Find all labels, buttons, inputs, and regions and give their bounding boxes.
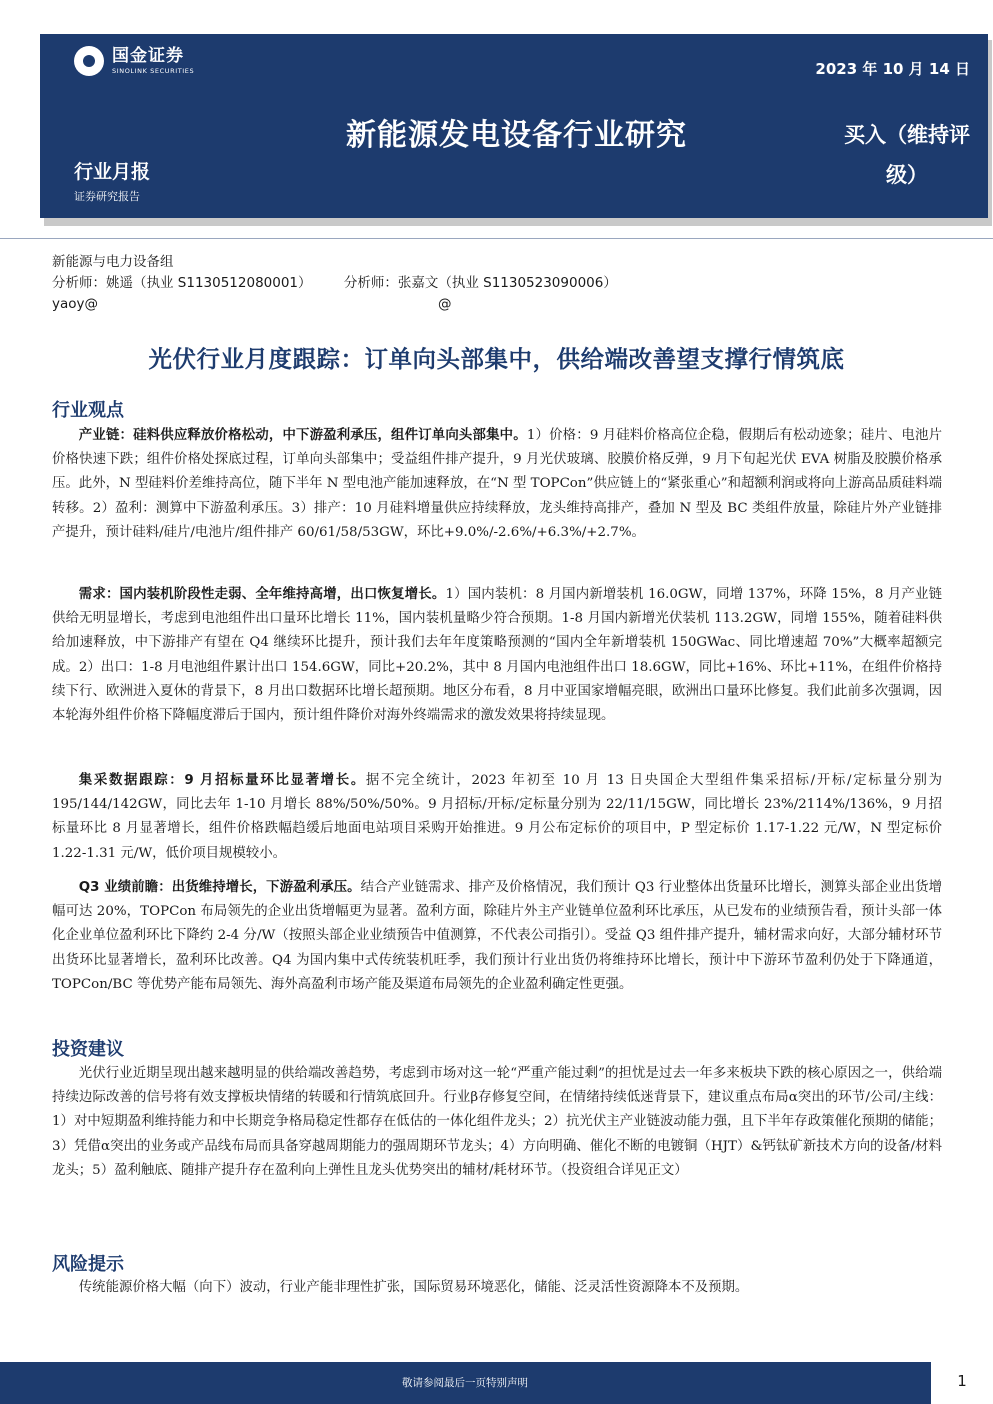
paragraph-demand xyxy=(52,583,942,728)
paragraph-investment: 光伏行业近期呈现出越来越明显的供给端改善趋势，考虑到市场对这一轮“严重产能过剩”的担忧是过去一年多来板块下跌的核心原因之一，供给端持续边际改善的信号将有效支撑板块情绪的转暖和行情筑底回升。行业β存修复空间，在情绪持续低迷背景下，建议重点布局α突出的环节/公司/主线：1）对中短期盈利维持能力和中长期竞争格局稳定性都存在低估的一体化组件龙头；2）抗光伏主产业链波动能力强，且下半年存政策催化预期的储能；3）凭借α突出的业务或产品线布局而具备穿越周期能力的强周期环节龙头；4）方向明确、催化不断的电镀铜（HJT）&钙钛矿新技术方向的设备/材料龙头；5）盈利触底、随排产提升存在盈利向上弹性且龙头优势突出的辅材/耗材环节。（投资组合详见正文） xyxy=(52,1066,942,1178)
report-subtype: 证券研究报告 xyxy=(74,190,140,203)
paragraph-procurement xyxy=(52,769,942,866)
report-date: 2023 年 10 月 14 日 xyxy=(815,60,970,78)
page-footer xyxy=(0,1362,993,1404)
paragraph-q3-preview xyxy=(52,876,942,997)
paragraph-body: 1）国内装机：8 月国内新增装机 16.0GW，同增 137%，环降 15%，8 月产业链供给无明显增长，考虑到电池组件出口量环比增长 11%，国内装机量略少符合预期。1-8 月国内新增光伏装机 113.2GW，同增 155%，随着硅料供给加速释放，中下游排产有望在 Q4 继续环比提升，预计我们去年年度策略预测的“国内全年新增装机 150GWac、同比增速超 70%”大概率超额完成。2）出口：1-8 月电池组件累计出口 154.6GW，同比+20.2%，其中 8 月国内电池组件出口 18.6GW，同比+16%、环比+11%，在组件价格持续下行、欧洲进入夏休的背景下，8 月出口数据环比增长超预期。地区分布看，8 月中亚国家增幅亮眼，欧洲出口量环比修复。我们此前多次强调，因本轮海外组件价格下降幅度滞后于国内，预计组件降价对海外终端需求的激发效果将持续显现。 xyxy=(52,587,942,724)
paragraph-body: 1）价格：9 月硅料价格高位企稳，假期后有松动迹象；硅片、电池片价格快速下跌；组件价格处探底过程，订单向头部集中；受益组件排产提升，9 月光伏玻璃、胶膜价格反弹，9 月下旬起光伏 EVA 树脂及胶膜价格承压。此外，N 型硅料价差维持高位，随下半年 N 型电池产能加速释放，在“N 型 TOPCon”供应链上的“紧张重心”和超额利润或将向上游高品质硅料端转移。2）盈利：测算中下游盈利承压。3）排产：10 月硅料增量供应持续释放，龙头维持高排产，叠加 N 型及 BC 类组件放量，除硅片外产业链排产提升，预计硅料/硅片/电池片/组件排产 60/61/58/53GW，环比+9.0%/-2.6%/+6.3%/+2.7%。 xyxy=(52,428,942,540)
paragraph-lead: 需求：国内装机阶段性走弱、全年维持高增，出口恢复增长。 xyxy=(78,587,446,602)
analyst-2-email[interactable]: @ xyxy=(438,296,452,312)
section-title-investment: 投资建议 xyxy=(52,1039,124,1060)
divider xyxy=(0,238,993,239)
page-number: 1 xyxy=(957,1372,967,1390)
analyst-1: 分析师：姚遥（执业 S1130512080001） xyxy=(52,275,312,291)
logo-mark-icon xyxy=(74,46,104,76)
paragraph-lead: 集采数据跟踪：9 月招标量环比显著增长。 xyxy=(78,773,366,788)
disclaimer-note: 敬请参阅最后一页特别声明 xyxy=(402,1377,528,1389)
paragraph-body: 据不完全统计，2023 年初至 10 月 13 日央国企大型组件集采招标/开标/定标量分别为 195/144/142GW，同比去年 1-10 月增长 88%/50%/50%。9 月招标/开标/定标量分别为 22/11/15GW，同比增长 23%/2114%/136%，9 月招标量环比 8 月显著增长，组件价格跌幅趋缓后地面电站项目采购开始推进。9 月公布定标价的项目中，P 型定标价 1.17-1.22 元/W，N 型定标价 1.22-1.31 元/W，低价项目规模较小。 xyxy=(52,773,942,861)
analyst-emails xyxy=(52,294,472,314)
section-title-risk: 风险提示 xyxy=(52,1254,124,1275)
analyst-1-email[interactable]: yaoy@ xyxy=(52,296,99,312)
logo-name-cn: 国金证券 xyxy=(112,45,184,66)
rating-line-1: 买入（维持评 xyxy=(844,123,970,147)
logo-name-en: SINOLINK SECURITIES xyxy=(112,66,195,75)
paragraph-industry-chain xyxy=(52,424,942,545)
industry-title: 新能源发电设备行业研究 xyxy=(346,118,687,153)
report-headline: 光伏行业月度跟踪：订单向头部集中，供给端改善望支撑行情筑底 xyxy=(148,345,845,373)
paragraph-risk: 传统能源价格大幅（向下）波动，行业产能非理性扩张，国际贸易环境恶化，储能、泛灵活性资源降本不及预期。 xyxy=(78,1280,749,1295)
company-logo xyxy=(74,46,194,76)
research-team: 新能源与电力设备组 xyxy=(52,254,174,270)
analyst-2: 分析师：张嘉文（执业 S1130523090006） xyxy=(343,275,617,291)
rating-line-2: 级） xyxy=(886,162,928,187)
analyst-list xyxy=(52,273,645,293)
section-title-view: 行业观点 xyxy=(52,400,124,421)
paragraph-lead: 产业链：硅料供应释放价格松动，中下游盈利承压，组件订单向头部集中。 xyxy=(78,428,527,443)
paragraph-lead: Q3 业绩前瞻：出货维持增长，下游盈利承压。 xyxy=(78,880,361,895)
rating xyxy=(832,116,982,196)
report-type: 行业月报 xyxy=(74,161,151,183)
page-number-box xyxy=(931,1362,993,1404)
paragraph-body: 结合产业链需求、排产及价格情况，我们预计 Q3 行业整体出货量环比增长，测算头部企业出货增幅可达 20%，TOPCon 布局领先的企业出货增幅更为显著。盈利方面，除硅片外主产业链单位盈利环比承压，从已发布的业绩预告看，预计头部一体化企业单位盈利环比下降约 2-4 分/W（按照头部企业业绩预告中值测算，不代表公司指引）。受益 Q3 组件排产提升，辅材需求向好，大部分辅材环节出货环比显著增长，盈利环比改善。Q4 为国内集中式传统装机旺季，我们预计行业出货仍将维持环比增长，预计中下游环节盈利仍处于下降通道，TOPCon/BC 等优势产能布局领先、海外高盈利市场产能及渠道布局领先的企业盈利确定性更强。 xyxy=(52,880,942,992)
report-header xyxy=(40,34,988,218)
